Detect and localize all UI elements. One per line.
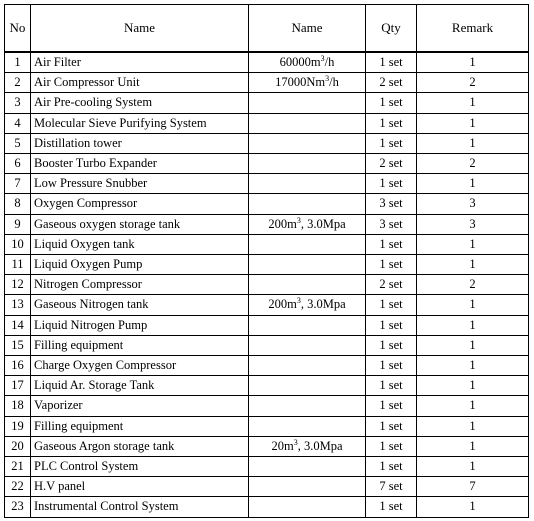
spec-value: 17000Nm	[275, 75, 326, 90]
table-row	[5, 194, 529, 214]
row-name: Filling equipment	[31, 416, 249, 436]
row-name: Molecular Sieve Purifying System	[31, 113, 249, 133]
row-remark: 1	[417, 315, 529, 335]
table-row	[5, 497, 529, 517]
header-remark: Remark	[417, 5, 529, 53]
row-qty: 1 set	[366, 356, 417, 376]
row-no: 18	[5, 396, 31, 416]
table-row	[5, 133, 529, 153]
header-qty: Qty	[366, 5, 417, 53]
table-row	[5, 477, 529, 497]
row-qty: 7 set	[366, 477, 417, 497]
row-qty: 1 set	[366, 416, 417, 436]
row-no: 10	[5, 234, 31, 254]
row-no: 20	[5, 436, 31, 456]
row-qty: 1 set	[366, 335, 417, 355]
table-row	[5, 335, 529, 355]
row-name: Gaseous oxygen storage tank	[31, 214, 249, 234]
header-row	[5, 5, 529, 53]
equipment-table	[4, 4, 529, 518]
row-qty: 1 set	[366, 457, 417, 477]
row-name: Air Pre-cooling System	[31, 93, 249, 113]
row-remark: 1	[417, 457, 529, 477]
table-row	[5, 376, 529, 396]
spec-value: 200m	[268, 216, 297, 231]
table-body	[5, 52, 529, 517]
row-no: 14	[5, 315, 31, 335]
table-row	[5, 295, 529, 315]
equipment-list	[4, 4, 529, 518]
row-remark: 3	[417, 214, 529, 234]
spec-suffix: , 3.0Mpa	[297, 438, 343, 453]
table-row	[5, 436, 529, 456]
row-name: Liquid Ar. Storage Tank	[31, 376, 249, 396]
row-spec	[249, 275, 366, 295]
row-remark: 1	[417, 52, 529, 73]
row-no: 5	[5, 133, 31, 153]
row-remark: 1	[417, 133, 529, 153]
row-remark: 2	[417, 154, 529, 174]
row-spec	[249, 376, 366, 396]
table-row	[5, 214, 529, 234]
row-remark: 1	[417, 356, 529, 376]
row-no: 21	[5, 457, 31, 477]
row-remark: 1	[417, 234, 529, 254]
row-qty: 1 set	[366, 255, 417, 275]
spec-suffix: , 3.0Mpa	[300, 297, 346, 312]
spec-suffix: , 3.0Mpa	[300, 216, 346, 231]
row-qty: 1 set	[366, 396, 417, 416]
row-no: 1	[5, 52, 31, 73]
row-spec	[249, 497, 366, 517]
row-name: Instrumental Control System	[31, 497, 249, 517]
row-qty: 2 set	[366, 275, 417, 295]
row-remark: 1	[417, 174, 529, 194]
row-spec	[249, 234, 366, 254]
row-spec	[249, 52, 366, 73]
row-name: Liquid Nitrogen Pump	[31, 315, 249, 335]
table-row	[5, 113, 529, 133]
row-remark: 1	[417, 497, 529, 517]
row-qty: 1 set	[366, 376, 417, 396]
row-no: 9	[5, 214, 31, 234]
row-remark: 1	[417, 436, 529, 456]
row-no: 6	[5, 154, 31, 174]
row-qty: 1 set	[366, 113, 417, 133]
row-remark: 3	[417, 194, 529, 214]
table-row	[5, 396, 529, 416]
row-spec	[249, 214, 366, 234]
row-name: Gaseous Argon storage tank	[31, 436, 249, 456]
row-spec	[249, 477, 366, 497]
row-no: 11	[5, 255, 31, 275]
table-row	[5, 315, 529, 335]
row-spec	[249, 113, 366, 133]
row-qty: 1 set	[366, 295, 417, 315]
table-row	[5, 234, 529, 254]
row-remark: 1	[417, 255, 529, 275]
spec-exponent: 3	[296, 215, 301, 225]
row-name: Liquid Oxygen tank	[31, 234, 249, 254]
row-spec	[249, 335, 366, 355]
row-remark: 1	[417, 93, 529, 113]
row-qty: 1 set	[366, 52, 417, 73]
row-spec	[249, 436, 366, 456]
row-name: Booster Turbo Expander	[31, 154, 249, 174]
row-name: Oxygen Compressor	[31, 194, 249, 214]
row-no: 4	[5, 113, 31, 133]
row-qty: 1 set	[366, 93, 417, 113]
row-spec	[249, 416, 366, 436]
row-no: 15	[5, 335, 31, 355]
spec-exponent: 3	[325, 74, 330, 84]
row-remark: 2	[417, 73, 529, 93]
row-qty: 2 set	[366, 73, 417, 93]
table-row	[5, 174, 529, 194]
header-no: No	[5, 5, 31, 53]
row-remark: 1	[417, 416, 529, 436]
spec-value: 200m	[268, 297, 297, 312]
spec-value: 60000m	[279, 55, 321, 69]
row-no: 3	[5, 93, 31, 113]
row-qty: 3 set	[366, 194, 417, 214]
row-qty: 3 set	[366, 214, 417, 234]
row-qty: 1 set	[366, 133, 417, 153]
spec-exponent: 3	[320, 53, 325, 63]
row-spec	[249, 93, 366, 113]
row-name: Gaseous Nitrogen tank	[31, 295, 249, 315]
row-spec	[249, 194, 366, 214]
row-remark: 1	[417, 295, 529, 315]
row-qty: 1 set	[366, 234, 417, 254]
table-row	[5, 275, 529, 295]
table-row	[5, 416, 529, 436]
row-remark: 2	[417, 275, 529, 295]
table-row	[5, 154, 529, 174]
row-remark: 1	[417, 376, 529, 396]
row-no: 12	[5, 275, 31, 295]
row-spec	[249, 73, 366, 93]
table-row	[5, 356, 529, 376]
row-spec	[249, 174, 366, 194]
row-name: Air Compressor Unit	[31, 73, 249, 93]
row-name: Air Filter	[31, 52, 249, 73]
row-qty: 1 set	[366, 174, 417, 194]
row-qty: 1 set	[366, 315, 417, 335]
row-no: 17	[5, 376, 31, 396]
header-name: Name	[31, 5, 249, 53]
row-no: 16	[5, 356, 31, 376]
row-spec	[249, 255, 366, 275]
row-spec	[249, 295, 366, 315]
row-spec	[249, 396, 366, 416]
header-spec: Name	[249, 5, 366, 53]
spec-suffix: /h	[329, 75, 339, 90]
table-row	[5, 93, 529, 113]
spec-suffix: /h	[324, 55, 335, 69]
row-name: Filling equipment	[31, 335, 249, 355]
row-name: Charge Oxygen Compressor	[31, 356, 249, 376]
spec-value: 20m	[271, 438, 294, 453]
table-row	[5, 457, 529, 477]
row-no: 8	[5, 194, 31, 214]
table-row	[5, 73, 529, 93]
row-spec	[249, 356, 366, 376]
row-no: 13	[5, 295, 31, 315]
row-no: 19	[5, 416, 31, 436]
row-qty: 1 set	[366, 497, 417, 517]
row-spec	[249, 133, 366, 153]
row-spec	[249, 315, 366, 335]
row-qty: 1 set	[366, 436, 417, 456]
row-remark: 1	[417, 113, 529, 133]
row-no: 23	[5, 497, 31, 517]
spec-exponent: 3	[293, 437, 298, 447]
row-name: PLC Control System	[31, 457, 249, 477]
row-spec	[249, 154, 366, 174]
row-name: Vaporizer	[31, 396, 249, 416]
spec-exponent: 3	[296, 296, 301, 306]
row-no: 2	[5, 73, 31, 93]
table-row	[5, 255, 529, 275]
table-row	[5, 52, 529, 73]
row-no: 7	[5, 174, 31, 194]
row-name: Liquid Oxygen Pump	[31, 255, 249, 275]
row-name: Nitrogen Compressor	[31, 275, 249, 295]
row-no: 22	[5, 477, 31, 497]
row-remark: 7	[417, 477, 529, 497]
row-remark: 1	[417, 396, 529, 416]
row-name: Low Pressure Snubber	[31, 174, 249, 194]
row-remark: 1	[417, 335, 529, 355]
row-name: Distillation tower	[31, 133, 249, 153]
row-qty: 2 set	[366, 154, 417, 174]
row-spec	[249, 457, 366, 477]
row-name: H.V panel	[31, 477, 249, 497]
